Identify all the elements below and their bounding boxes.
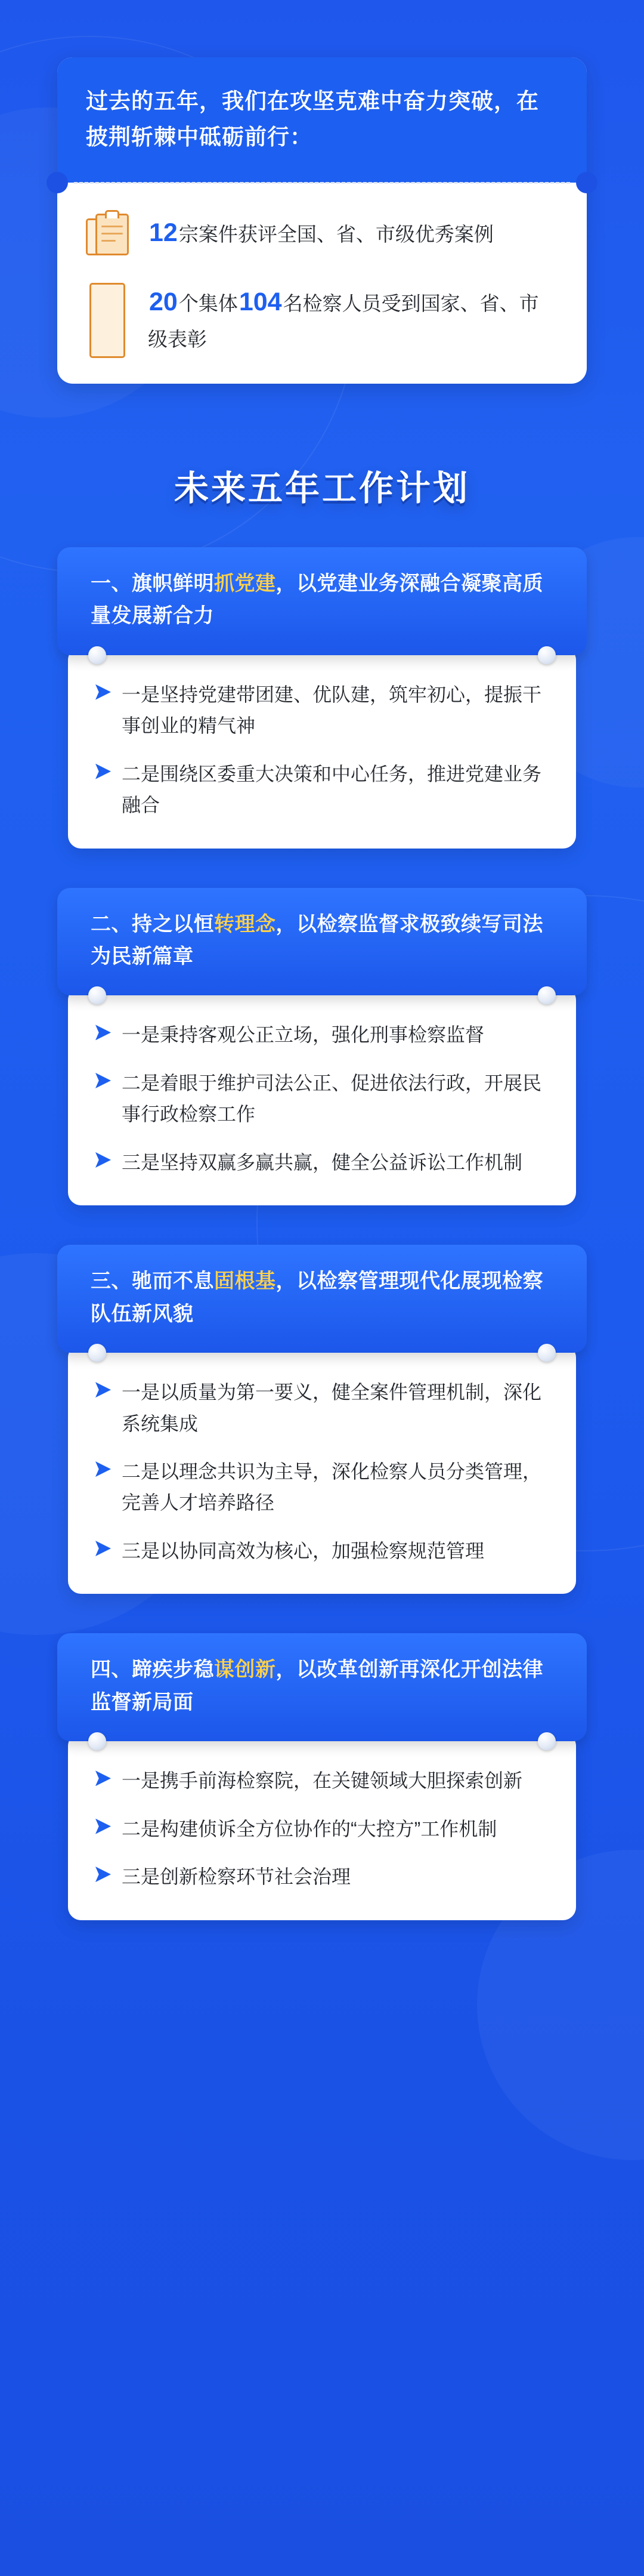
stat-row (86, 279, 558, 355)
section-heading-part: 四、蹄疾步稳 (91, 1658, 214, 1682)
list-item-text: 三是坚持双赢多赢共赢，健全公益诉讼工作机制 (122, 1151, 523, 1173)
documents-icon-line-2 (101, 233, 123, 235)
list-item-text: 二是构建侦诉全方位协作的“大控方”工作机制 (122, 1818, 497, 1840)
arrow-bullet-icon (95, 1073, 111, 1088)
list-item-text: 二是以理念共识为主导，深化检察人员分类管理，完善人才培养路径 (122, 1461, 542, 1514)
section-heading-part: ，以检察监督求极致续写司法为民新篇章 (91, 912, 543, 968)
list-item-text: 一是携手前海检察院，在关键领域大胆探索创新 (122, 1770, 523, 1792)
section-bead-left (88, 1344, 106, 1362)
documents-icon (86, 210, 132, 259)
stat-label: 个集体 (178, 292, 238, 314)
certificate-icon-page (89, 283, 125, 358)
ticket-headline-text: 过去的五年，我们在攻坚克难中奋力突破，在披荆斩棘中砥砺前行： (86, 89, 539, 149)
documents-icon-line-1 (101, 226, 123, 227)
list-item (95, 1068, 549, 1130)
list-item (95, 1861, 549, 1892)
stat-number: 20 (149, 287, 178, 316)
stat-row (86, 210, 558, 259)
list-item (95, 1765, 549, 1796)
section-4-body (68, 1733, 576, 1920)
section-heading-part: 三、驰而不息 (91, 1270, 214, 1293)
list-item (95, 679, 549, 742)
section-bead-right (538, 1344, 556, 1362)
arrow-bullet-icon (95, 1152, 111, 1168)
section-heading-highlight: 转理念 (214, 912, 276, 936)
arrow-bullet-icon (95, 1382, 111, 1397)
section-heading-highlight: 抓党建 (214, 572, 276, 595)
section-heading-part: ，以改革创新再深化开创法律监督新局面 (91, 1658, 543, 1714)
section-3-body (68, 1344, 576, 1594)
section-1-heading (57, 547, 587, 655)
section-4-heading (57, 1633, 587, 1741)
section-3-heading (57, 1245, 587, 1353)
list-item (95, 1813, 549, 1844)
list-item-text: 三是以协同高效为核心，加强检察规范管理 (122, 1540, 485, 1562)
stat-text (148, 279, 558, 355)
ticket-dashed-line (74, 182, 570, 184)
section-2-body (68, 987, 576, 1205)
arrow-bullet-icon (95, 764, 111, 779)
stat-label: 名检察人员受到国家、省、市级表彰 (148, 292, 539, 350)
section-heading-highlight: 谋创新 (214, 1658, 276, 1682)
arrow-bullet-icon (95, 1025, 111, 1040)
list-item (95, 1456, 549, 1519)
section-bead-right (538, 646, 556, 664)
arrow-bullet-icon (95, 684, 111, 700)
list-item (95, 758, 549, 821)
section-heading-part: ，以党建业务深融合凝聚高质量发展新合力 (91, 572, 543, 628)
list-item (95, 1147, 549, 1178)
stat-text (148, 210, 494, 254)
certificate-icon (86, 279, 132, 328)
arrow-bullet-icon (95, 1541, 111, 1556)
documents-icon-line-3 (101, 240, 116, 242)
page-title: 未来五年工作计划 (174, 468, 470, 508)
arrow-bullet-icon (95, 1867, 111, 1882)
section-2-heading (57, 888, 587, 996)
arrow-bullet-icon (95, 1819, 111, 1834)
list-item-text: 二是着眼于维护司法公正、促进依法行政，开展民事行政检察工作 (122, 1072, 542, 1125)
list-item (95, 1377, 549, 1439)
stat-label: 宗案件获评全国、省、市级优秀案例 (178, 223, 494, 245)
ticket-notch-right (576, 172, 597, 193)
ticket-headline-banner (57, 57, 587, 183)
stat-number: 104 (239, 287, 282, 316)
top-card-wrapper (0, 0, 644, 384)
section-heading-part: ，以检察管理现代化展现检察队伍新风貌 (91, 1270, 543, 1325)
stat-number: 12 (149, 218, 178, 247)
list-item-text: 一是以质量为第一要义，健全案件管理机制，深化系统集成 (122, 1381, 542, 1434)
section-1-body (68, 647, 576, 849)
list-item-text: 二是围绕区委重大决策和中心任务，推进党建业务融合 (122, 763, 542, 816)
summary-ticket-card (57, 57, 587, 384)
list-item (95, 1019, 549, 1050)
section-1 (0, 547, 644, 849)
section-bead-right (538, 1732, 556, 1750)
section-heading-highlight: 固根基 (214, 1270, 276, 1293)
ticket-stats-body (57, 183, 587, 384)
section-3 (0, 1245, 644, 1594)
documents-icon-clip (105, 210, 119, 218)
arrow-bullet-icon (95, 1770, 111, 1786)
section-2 (0, 888, 644, 1206)
list-item-text: 三是创新检察环节社会治理 (122, 1866, 351, 1888)
ticket-notch-left (47, 172, 68, 193)
section-bead-left (88, 1732, 106, 1750)
section-4 (0, 1633, 644, 1920)
list-item-text: 一是坚持党建带团建、优队建，筑牢初心，提振干事创业的精气神 (122, 683, 542, 737)
arrow-bullet-icon (95, 1461, 111, 1477)
section-heading-part: 一、旗帜鲜明 (91, 572, 214, 595)
section-heading-part: 二、持之以恒 (91, 912, 214, 936)
documents-icon-sheet-front (95, 214, 129, 255)
list-item (95, 1535, 549, 1566)
list-item-text: 一是秉持客观公正立场，强化刑事检察监督 (122, 1024, 485, 1046)
section-bead-left (88, 646, 106, 664)
